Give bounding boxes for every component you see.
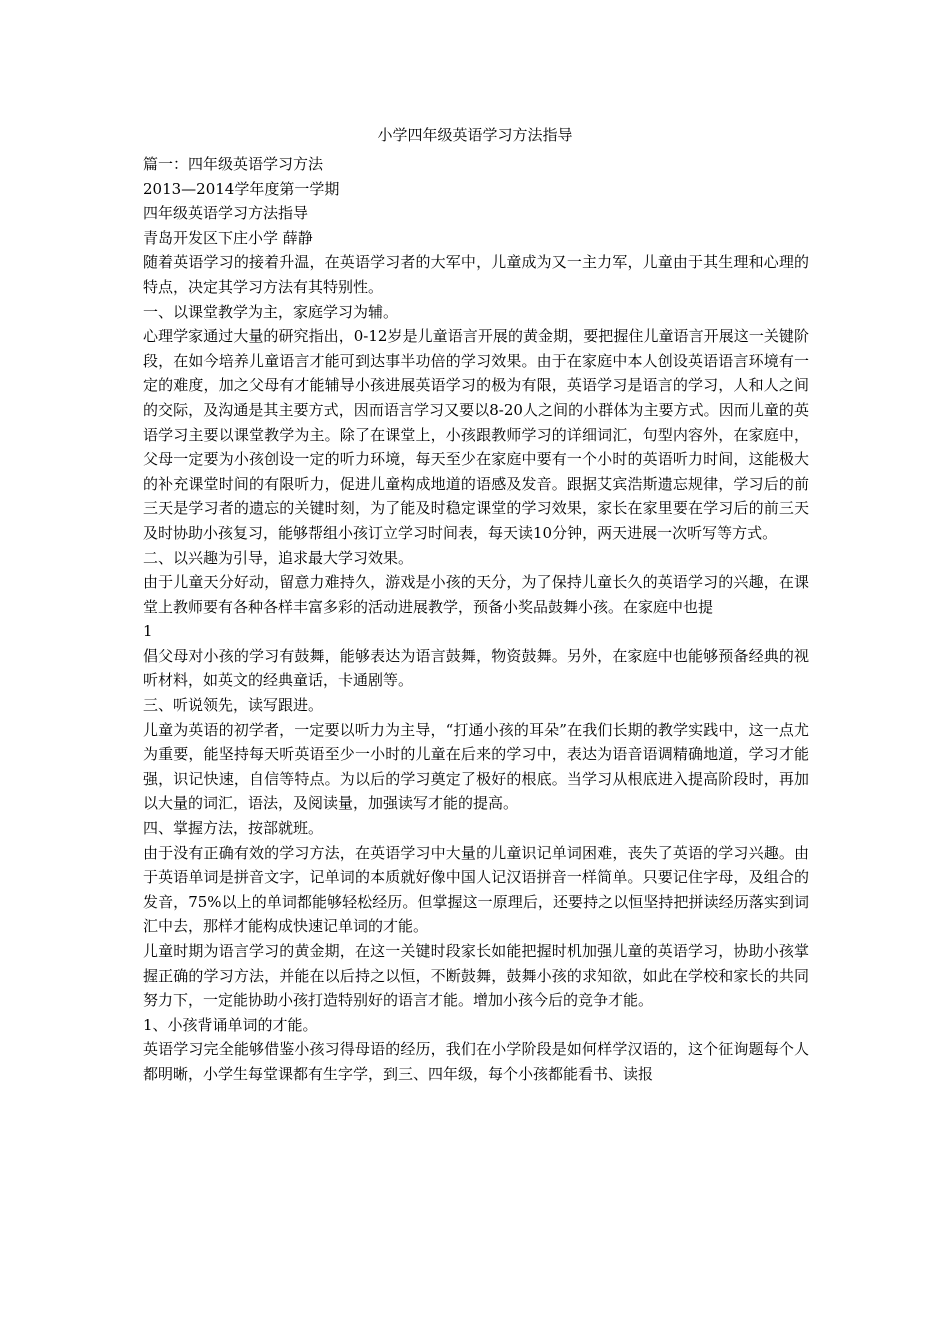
paragraph-summary: 儿童时期为语言学习的黄金期，在这一关键时段家长如能把握时机加强儿童的英语学习，协助小孩掌握正确的学习方法，并能在以后持之以恒，不断鼓舞，鼓舞小孩的求知欲，如此在学校和家长的共同努力下，一定能协助小孩打造特别好的语言才能。增加小孩今后的竞争才能。 xyxy=(143,942,809,1010)
heading-one: 一、以课堂教学为主，家庭学习为辅。 xyxy=(143,302,399,321)
paragraph-two-continued: 倡父母对小孩的学习有鼓舞，能够表达为语言鼓舞，物资鼓舞。另外，在家庭中也能够预备经典的视听材料，如英文的经典童话，卡通剧等。 xyxy=(143,646,809,690)
paragraph-author: 青岛开发区下庄小学 薛静 xyxy=(143,228,313,247)
page-number: 1 xyxy=(143,622,153,641)
paragraph-intro: 随着英语学习的接着升温，在英语学习者的大军中，儿童成为又一主力军，儿童由于其生理和心理的特点，决定其学习方法有其特别性。 xyxy=(143,253,809,296)
heading-three: 三、听说领先，读写跟进。 xyxy=(143,696,324,715)
paragraph-sub-one-body: 英语学习完全能够借鉴小孩习得母语的经历，我们在小学阶段是如何样学汉语的，这个征询题每个人都明晰，小学生每堂课都有生字学，到三、四年级，每个小孩都能看书、读报 xyxy=(143,1040,809,1083)
document-body xyxy=(143,152,809,1087)
paragraph-section-heading: 篇一：四年级英语学习方法 xyxy=(143,155,324,173)
paragraph-three-body: 儿童为英语的初学者，一定要以听力为主导，“打通小孩的耳朵”在我们长期的教学实践中，这一点尤为重要，能坚持每天听英语至少一小时的儿童在后来的学习中，表达为语音语调精确地道，学习才能强，识记快速，自信等特点。为以后的学习奠定了极好的根底。当学习从根底进入提高阶段时，再加以大量的词汇，语法，及阅读量，加强读写才能的提高。 xyxy=(143,720,809,813)
heading-four: 四、掌握方法，按部就班。 xyxy=(143,819,324,838)
document-title: 小学四年级英语学习方法指导 xyxy=(377,126,573,144)
paragraph-one-body: 心理学家通过大量的研究指出，0-12岁是儿童语言开展的黄金期，要把握住儿童语言开展这一关键阶段，在如今培养儿童语言才能可到达事半功倍的学习效果。由于在家庭中本人创设英语语言环境有一定的难度，加之父母有才能辅导小孩进展英语学习的极为有限，英语学习是语言的学习，人和人之间的交际，及沟通是其主要方式，因而语言学习又要以8-20人之间的小群体为主要方式。因而儿童的英语学习主要以课堂教学为主。除了在课堂上，小孩跟教师学习的详细词汇，句型内容外，在家庭中，父母一定要为小孩创设一定的听力环境，每天至少在家庭中要有一个小时的英语听力时间，这能极大的补充课堂时间的有限听力，促进儿童构成地道的语感及发音。跟据艾宾浩斯遗忘规律，学习后的前三天是学习者的遗忘的关键时刻，为了能及时稳定课堂的学习效果，家长在家里要在学习后的前三天及时协助小孩复习，能够帮组小孩订立学习时间表，每天读10分钟，两天进展一次听写等方式。 xyxy=(143,327,809,542)
heading-two: 二、以兴趣为引导，追求最大学习效果。 xyxy=(143,548,414,567)
paragraph-subtitle: 四年级英语学习方法指导 xyxy=(143,204,309,223)
paragraph-two-body: 由于儿童天分好动，留意力难持久，游戏是小孩的天分，为了保持儿童长久的英语学习的兴趣，在课堂上教师要有各种各样丰富多彩的活动进展教学，预备小奖品鼓舞小孩。在家庭中也提 xyxy=(143,573,809,616)
heading-sub-one: 1、小孩背诵单词的才能。 xyxy=(143,1015,318,1034)
paragraph-four-body: 由于没有正确有效的学习方法，在英语学习中大量的儿童识记单词困难，丧失了英语的学习兴趣。由于英语单词是拼音文字，记单词的本质就好像中国人记汉语拼音一样简单。只要记住字母，及组合的发音，75%以上的单词都能够轻松经历。但掌握这一原理后，还要持之以恒坚持把拼读经历落实到词汇中去，那样才能构成快速记单词的才能。 xyxy=(143,843,809,936)
paragraph-school-year: 2013—2014学年度第一学期 xyxy=(143,179,340,198)
